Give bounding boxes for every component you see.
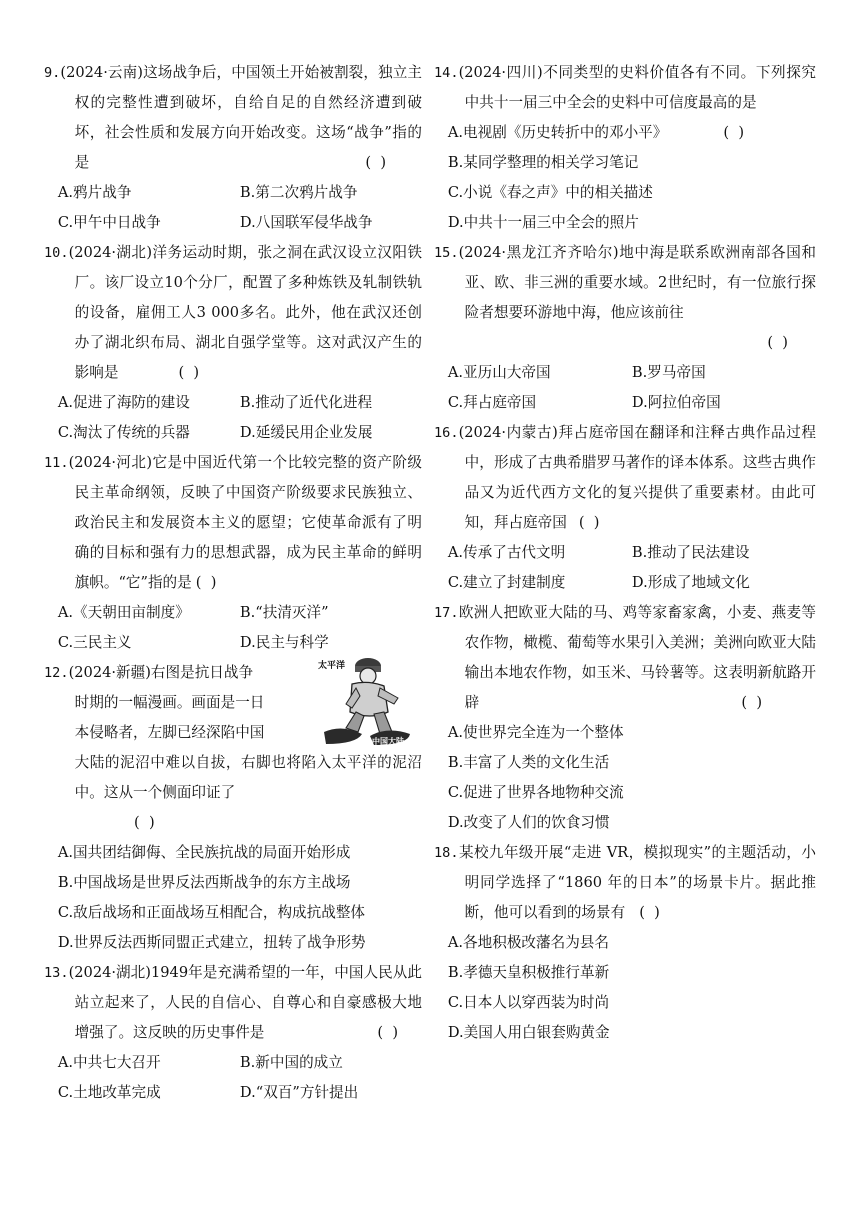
question-15 bbox=[434, 238, 816, 418]
question-number: 9. bbox=[44, 65, 61, 81]
question-stem: 地中海是联系欧洲南部各国和亚、欧、非三洲的重要水域。2世纪时，有一位旅行探险者想要环游地中海，他应该前往 bbox=[464, 244, 816, 321]
answer-blank[interactable]: ( ) bbox=[178, 364, 200, 381]
question-stem-line: 本侵略者，左脚已经深陷中国 bbox=[74, 724, 265, 741]
question-stem: 它是中国近代第一个比较完整的资产阶级民主革命纲领，反映了中国资产阶级要求民族独立、政治民主和发展资本主义的愿望；它使革命派有了明确的目标和强有力的思想武器，成为民主革命的鲜明旗帜。“它”指的是 bbox=[74, 454, 422, 591]
option-a[interactable]: A.中共七大召开 bbox=[57, 1054, 161, 1071]
answer-blank[interactable]: ( ) bbox=[767, 334, 788, 351]
question-stem: 某校九年级开展“走进 VR，模拟现实”的主题活动，小明同学选择了“1860 年的日本”的场景卡片。据此推断，他可以看到的场景有 bbox=[458, 844, 816, 921]
cartoon-label-top: 太平洋 bbox=[318, 661, 346, 671]
question-number: 18. bbox=[434, 845, 459, 861]
question-stem: 这场战争后，中国领土开始被割裂，独立主权的完整性遭到破坏，自给自足的自然经济遭到破坏，社会性质和发展方向开始改变。这场“战争”指的是 bbox=[74, 64, 422, 171]
option-list bbox=[44, 178, 422, 238]
question-source: (2024·河北) bbox=[68, 454, 153, 471]
question-number: 15. bbox=[434, 245, 459, 261]
question-18 bbox=[434, 838, 816, 1048]
option-a[interactable]: A.各地积极改藩名为县名 bbox=[447, 934, 609, 951]
option-c[interactable]: C.拜占庭帝国 bbox=[447, 394, 537, 411]
option-b[interactable]: B.新中国的成立 bbox=[239, 1054, 343, 1071]
option-d[interactable]: D.八国联军侵华战争 bbox=[239, 214, 373, 231]
option-c[interactable]: C.土地改革完成 bbox=[57, 1084, 161, 1101]
answer-blank[interactable]: ( ) bbox=[134, 814, 155, 831]
option-b[interactable]: B.某同学整理的相关学习笔记 bbox=[447, 154, 639, 171]
question-number: 17. bbox=[434, 605, 459, 621]
question-17: 17.欧洲人把欧亚大陆的马、鸡等家畜家禽，小麦、燕麦等农作物，橄榄、葡萄等水果引入美洲；美洲向欧亚大陆输出本地农作物，如玉米、马铃薯等。这表明新航路开辟 ( ) A.使世界完全连为一个整体 B.丰富了人类的文化生活 C.促进了世界各地物种交流 D.改变了人们的饮食习惯 bbox=[434, 598, 816, 838]
option-b[interactable]: B.丰富了人类的文化生活 bbox=[447, 754, 610, 771]
question-source: (2024·湖北) bbox=[68, 244, 153, 261]
question-stem: 1949年是充满希望的一年，中国人民从此站立起来了，人民的自信心、自尊心和自豪感极大地增强了。这反映的历史事件是 bbox=[74, 964, 422, 1041]
option-d[interactable]: D.中共十一届三中全会的照片 bbox=[447, 214, 639, 231]
option-c[interactable]: C.甲午中日战争 bbox=[57, 214, 161, 231]
option-a[interactable]: A.亚历山大帝国 bbox=[447, 364, 551, 381]
question-stem: 不同类型的史料价值各有不同。下列探究中共十一届三中全会的史料中可信度最高的是 bbox=[464, 64, 816, 111]
left-column bbox=[44, 58, 422, 1108]
question-stem: 拜占庭帝国在翻译和注释古典作品过程中，形成了古典希腊罗马著作的译本体系。这些古典作品又为近代西方文化的复兴提供了重要素材。由此可知，拜占庭帝国 bbox=[464, 424, 816, 531]
question-source: (2024·新疆) bbox=[68, 664, 151, 681]
question-14: 14.(2024·四川)不同类型的史料价值各有不同。下列探究中共十一届三中全会的史料中可信度最高的是 ( ) A.电视剧《历史转折中的邓小平》 B.某同学整理的相关学习笔记 C.小说《春之声》中的相关描述 D.中共十一届三中全会的照片 bbox=[434, 58, 816, 238]
question-12 bbox=[44, 658, 422, 958]
option-d[interactable]: D.“双百”方针提出 bbox=[239, 1084, 359, 1101]
question-stem-line: 时期的一幅漫画。画面是一日 bbox=[74, 694, 265, 711]
question-number: 14. bbox=[434, 65, 459, 81]
answer-blank[interactable]: ( ) bbox=[578, 514, 600, 531]
option-a[interactable]: A.传承了古代文明 bbox=[447, 544, 566, 561]
question-number: 13. bbox=[44, 965, 69, 981]
answer-blank[interactable]: ( ) bbox=[639, 904, 660, 921]
option-d[interactable]: D.延缓民用企业发展 bbox=[239, 424, 373, 441]
option-list bbox=[44, 388, 422, 448]
option-c[interactable]: C.三民主义 bbox=[57, 634, 132, 651]
cartoon-label-bottom: 中国大陆 bbox=[372, 737, 404, 746]
option-c[interactable]: C.建立了封建制度 bbox=[447, 574, 566, 591]
question-source: (2024·云南) bbox=[60, 64, 143, 81]
option-a[interactable]: A.使世界完全连为一个整体 bbox=[447, 724, 624, 741]
option-d[interactable]: D.世界反法西斯同盟正式建立，扭转了战争形势 bbox=[57, 934, 366, 951]
option-list bbox=[44, 1048, 422, 1108]
option-c[interactable]: C.日本人以穿西装为时尚 bbox=[447, 994, 610, 1011]
option-list bbox=[434, 538, 816, 598]
question-source: (2024·内蒙古) bbox=[458, 424, 558, 441]
question-source: (2024·四川) bbox=[458, 64, 543, 81]
question-11 bbox=[44, 448, 422, 658]
option-b[interactable]: B.罗马帝国 bbox=[631, 364, 706, 381]
option-list bbox=[434, 928, 816, 1048]
question-stem-line: 右图是抗日战争 bbox=[150, 664, 254, 681]
question-stem: 欧洲人把欧亚大陆的马、鸡等家畜家禽，小麦、燕麦等农作物，橄榄、葡萄等水果引入美洲；美洲向欧亚大陆输出本地农作物，如玉米、马铃薯等。这表明新航路开辟 bbox=[458, 604, 816, 711]
option-b[interactable]: B.第二次鸦片战争 bbox=[239, 184, 358, 201]
option-c[interactable]: C.促进了世界各地物种交流 bbox=[447, 784, 624, 801]
option-d[interactable]: D.阿拉伯帝国 bbox=[631, 394, 721, 411]
option-d[interactable]: D.改变了人们的饮食习惯 bbox=[447, 814, 610, 831]
option-a[interactable]: A.国共团结御侮、全民族抗战的局面开始形成 bbox=[57, 844, 351, 861]
right-column bbox=[434, 58, 816, 1048]
question-source: (2024·湖北) bbox=[68, 964, 151, 981]
option-d[interactable]: D.民主与科学 bbox=[239, 634, 329, 651]
option-d[interactable]: D.形成了地域文化 bbox=[631, 574, 750, 591]
option-d[interactable]: D.美国人用白银套购黄金 bbox=[447, 1024, 610, 1041]
question-number: 11. bbox=[44, 455, 69, 471]
option-b[interactable]: B.“扶清灭洋” bbox=[239, 604, 329, 621]
option-c[interactable]: C.敌后战场和正面战场互相配合，构成抗战整体 bbox=[57, 904, 366, 921]
option-b[interactable]: B.孝德天皇积极推行革新 bbox=[447, 964, 610, 981]
option-c[interactable]: C.淘汰了传统的兵器 bbox=[57, 424, 190, 441]
option-b[interactable]: B.推动了民法建设 bbox=[631, 544, 750, 561]
option-b[interactable]: B.推动了近代化进程 bbox=[239, 394, 373, 411]
question-stem: 洋务运动时期，张之洞在武汉设立汉阳铁厂。该厂设立10个分厂，配置了多种炼铁及轧制铁轨的设备，雇佣工人3 000多名。此外，他在武汉还创办了湖北织布局、湖北自强学堂等。这对武汉产生的影响是 bbox=[74, 244, 422, 381]
option-c[interactable]: C.小说《春之声》中的相关描述 bbox=[447, 184, 653, 201]
question-stem-line: 大陆的泥沼中难以自拔，右脚也将陷入太平洋的泥沼中。这从一个侧面印证了 bbox=[74, 754, 422, 801]
cartoon-image bbox=[316, 654, 414, 746]
question-13: 13.(2024·湖北)1949年是充满希望的一年，中国人民从此站立起来了，人民的自信心、自尊心和自豪感极大地增强了。这反映的历史事件是 ( ) A.中共七大召开 B.新中国的成立 C.土地改革完成 D.“双百”方针提出 bbox=[44, 958, 422, 1108]
option-list bbox=[44, 838, 422, 958]
option-b[interactable]: B.中国战场是世界反法西斯战争的东方主战场 bbox=[57, 874, 351, 891]
option-list bbox=[434, 358, 816, 418]
question-number: 12. bbox=[44, 665, 69, 681]
option-a[interactable]: A.鸦片战争 bbox=[57, 184, 132, 201]
option-a[interactable]: A.促进了海防的建设 bbox=[57, 394, 190, 411]
question-number: 10. bbox=[44, 245, 69, 261]
option-list bbox=[434, 118, 754, 238]
option-a[interactable]: A.《天朝田亩制度》 bbox=[57, 604, 190, 621]
question-9: 9.(2024·云南)这场战争后，中国领土开始被割裂，独立主权的完整性遭到破坏，自给自足的自然经济遭到破坏，社会性质和发展方向开始改变。这场“战争”指的是 ( ) A.鸦片战争 B.第二次鸦片战争 C.甲午中日战争 D.八国联军侵华战争 bbox=[44, 58, 422, 238]
question-number: 16. bbox=[434, 425, 459, 441]
question-10 bbox=[44, 238, 422, 448]
option-list bbox=[434, 718, 816, 838]
answer-blank[interactable]: ( ) bbox=[195, 574, 217, 591]
question-source: (2024·黑龙江齐齐哈尔) bbox=[458, 244, 619, 261]
option-a[interactable]: A.电视剧《历史转折中的邓小平》 bbox=[447, 124, 668, 141]
option-list bbox=[44, 598, 422, 658]
question-16 bbox=[434, 418, 816, 598]
